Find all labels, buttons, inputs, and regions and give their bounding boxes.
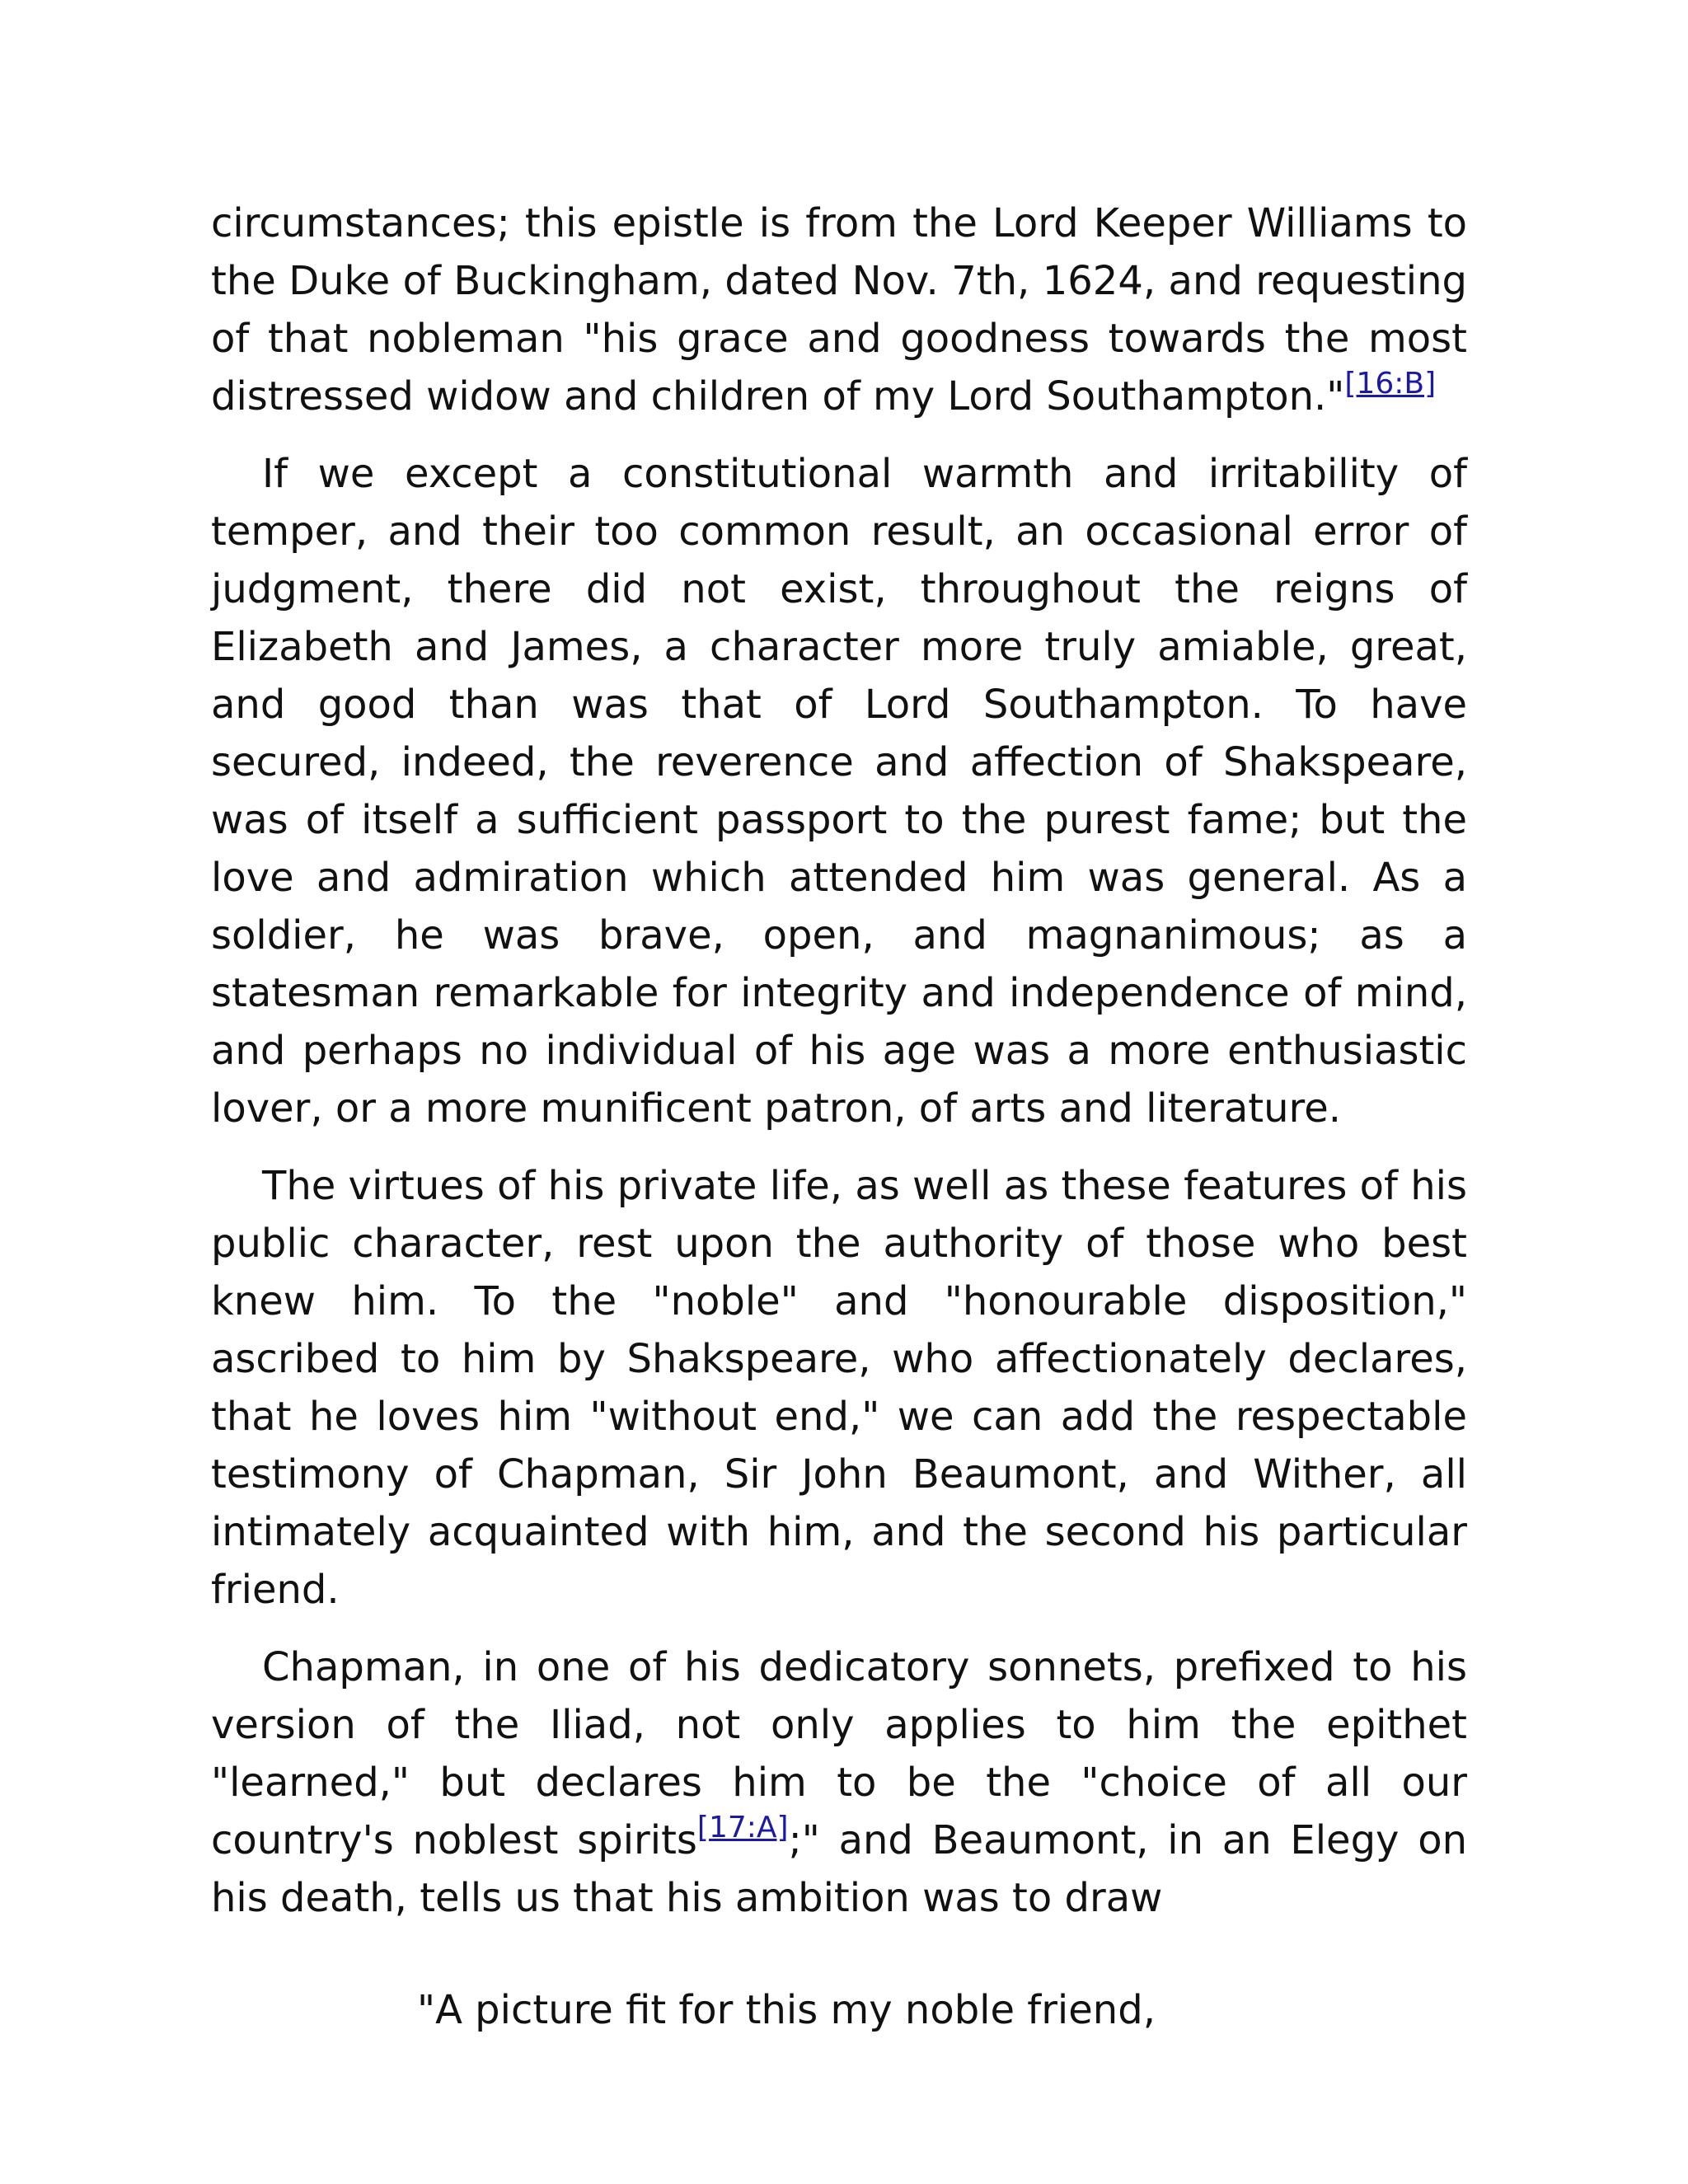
paragraph-letter-williams: [211, 194, 1467, 425]
document-body: [211, 194, 1467, 2039]
paragraph-character: [211, 445, 1467, 1137]
footnote-link-16b[interactable]: [16:B]: [1344, 367, 1437, 401]
paragraph-text: If we except a constitutional warmth and irritability of temper, and their too common result, an occasional error of judgment, there did not exist, throughout the reigns of Elizabeth and James, a character more truly amiable, great, and good than was that of Lord Southampton. To have secured, indeed, the reverence and affection of Shakspeare, was of itself a sufficient passport to the purest fame; but the love and admiration which attended him was general. As a soldier, he was brave, open, and magnanimous; as a statesman remarkable for integrity and independence of mind, and perhaps no individual of his age was a more enthusiastic lover, or a more munificent patron, of arts and literature.: [211, 451, 1467, 1132]
paragraph-text: The virtues of his private life, as well as these features of his public character, rest upon the authority of those who best knew him. To the "noble" and "honourable disposition," ascribed to him by Shakspeare, who affectionately declares, that he loves him "without end," we can add the respectable testimony of Chapman, Sir John Beaumont, and Wither, all intimately acquainted with him, and the second his particular friend.: [211, 1163, 1467, 1613]
paragraph-text: circumstances; this epistle is from the Lord Keeper Williams to the Duke of Buckingham, dated Nov. 7th, 1624, and requesting of that nobleman "his grace and goodness towards the most distressed widow and children of my Lord Southampton.": [211, 200, 1467, 419]
poem-quote: [417, 1981, 1467, 2039]
poem-line: "A picture fit for this my noble friend,: [417, 1987, 1156, 2033]
paragraph-text: Chapman, in one of his dedicatory sonnets, prefixed to his version of the Iliad, not only applies to him the epithet "learned," but declares him to be the "choice of all our country's noblest spirits: [211, 1644, 1467, 1863]
footnote-link-17a[interactable]: [17:A]: [696, 1811, 789, 1845]
paragraph-chapman: [211, 1638, 1467, 1927]
paragraph-virtues: [211, 1157, 1467, 1619]
paragraph-text: ;" and Beaumont, in an Elegy on his death, tells us that his ambition was to draw: [211, 1817, 1467, 1921]
footnote-ref: [1344, 367, 1436, 401]
footnote-ref: [697, 1811, 789, 1844]
